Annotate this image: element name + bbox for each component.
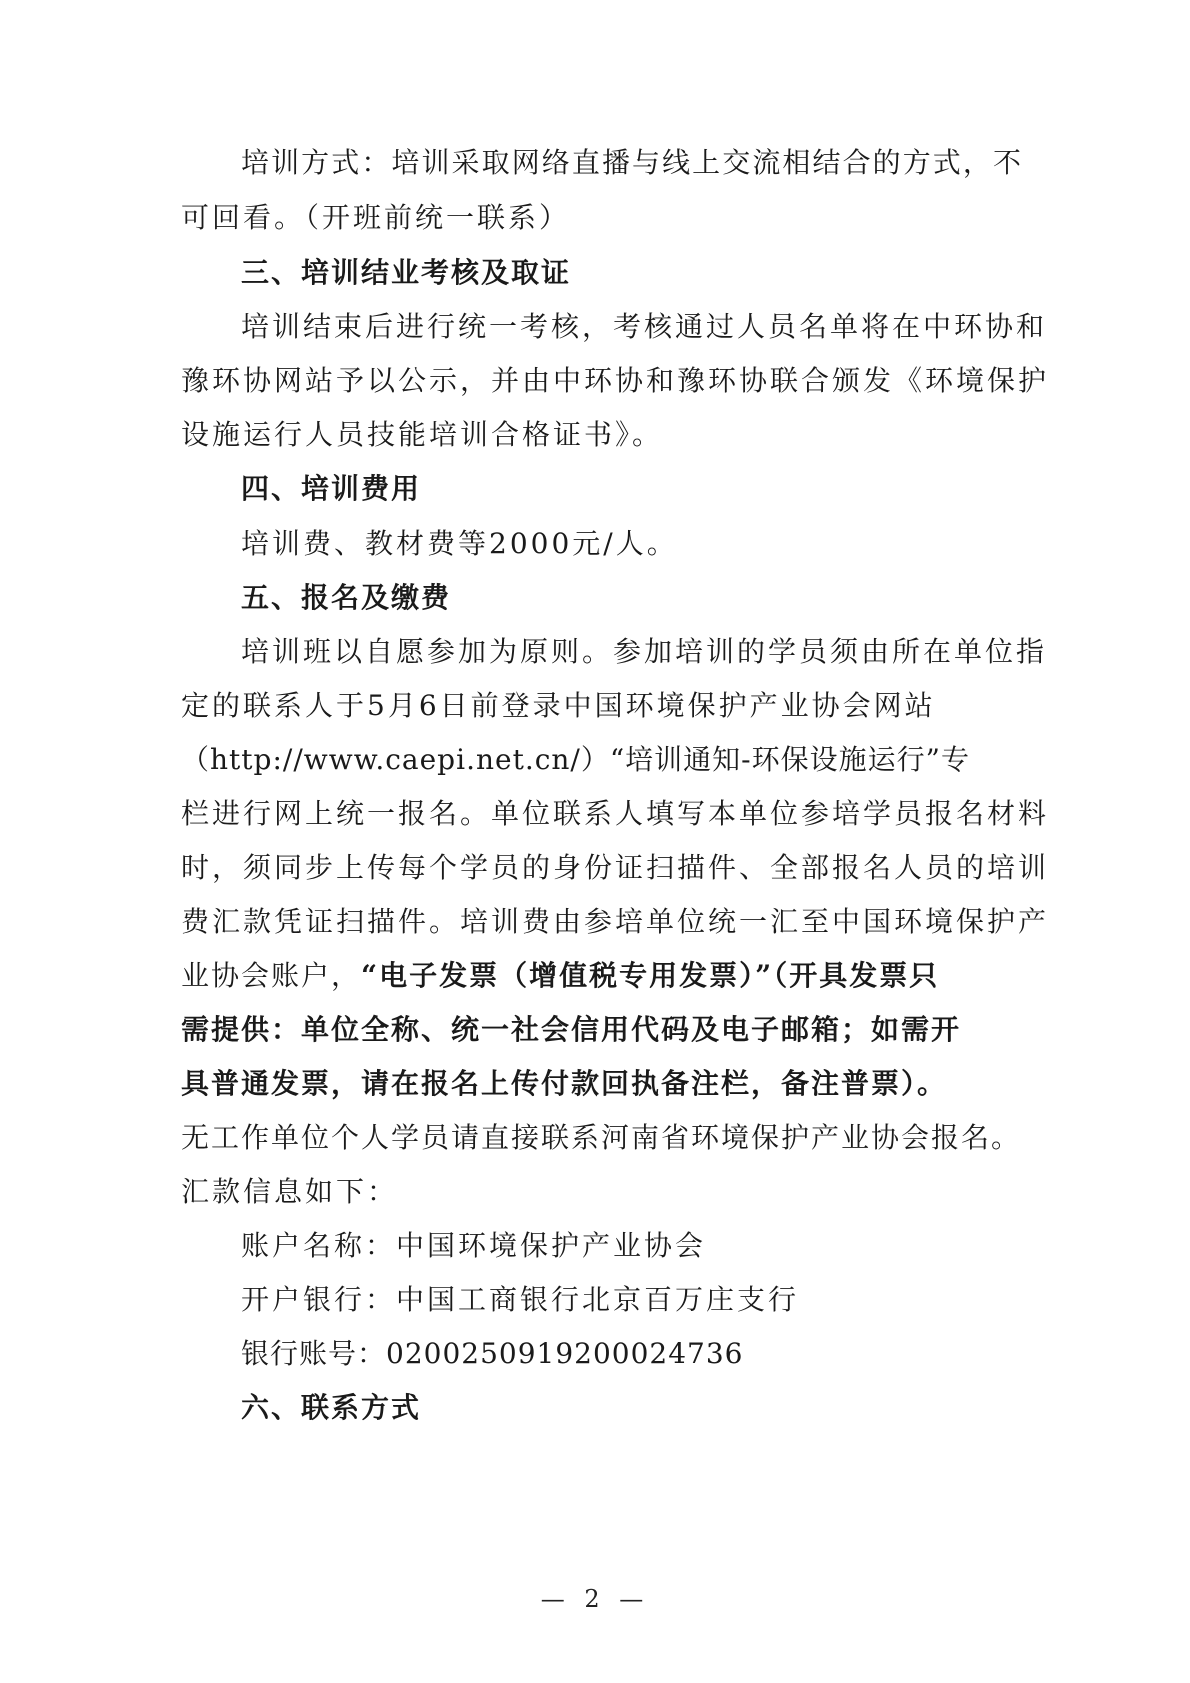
training-method-line-2: 可回看。（开班前统一联系） bbox=[181, 201, 571, 234]
page-number: — 2 — bbox=[540, 1585, 650, 1613]
section-5-line-2: 定的联系人于5月6日前登录中国环境保护产业协会网站 bbox=[181, 689, 936, 722]
remittance-intro: 汇款信息如下： bbox=[181, 1175, 399, 1208]
individual-signup-line: 无工作单位个人学员请直接联系河南省环境保护产业协会报名。 bbox=[181, 1121, 1022, 1154]
section-5-line-1: 培训班以自愿参加为原则。参加培训的学员须由所在单位指 bbox=[241, 635, 1048, 668]
section-3-line-2: 豫环协网站予以公示，并由中环协和豫环协联合颁发《环境保护 bbox=[181, 364, 1050, 397]
bank-account: 银行账号：0200250919200024736 bbox=[241, 1337, 744, 1370]
invoice-note-bold-line-2: 需提供：单位全称、统一社会信用代码及电子邮箱；如需开 bbox=[181, 1013, 962, 1046]
section-5-heading: 五、报名及缴费 bbox=[241, 581, 452, 614]
section-5-line-5: 时，须同步上传每个学员的身份证扫描件、全部报名人员的培训 bbox=[181, 851, 1050, 884]
section-5-line-6: 费汇款凭证扫描件。培训费由参培单位统一汇至中国环境保护产 bbox=[181, 905, 1050, 938]
section-5-line-3: （http://www.caepi.net.cn/）“培训通知-环保设施运行”专 bbox=[181, 743, 970, 776]
section-5-line-7 bbox=[181, 956, 1021, 996]
section-3-line-1: 培训结束后进行统一考核，考核通过人员名单将在中环协和 bbox=[241, 310, 1048, 343]
bank-name: 开户银行：中国工商银行北京百万庄支行 bbox=[241, 1283, 800, 1316]
account-text: 业协会账户， bbox=[181, 959, 362, 992]
invoice-note-bold-line-3: 具普通发票，请在报名上传付款回执备注栏，备注普票）。 bbox=[181, 1067, 948, 1100]
account-name: 账户名称：中国环境保护产业协会 bbox=[241, 1229, 707, 1262]
section-4-heading: 四、培训费用 bbox=[241, 472, 422, 505]
training-method-line-1: 培 训 方 式 ： 培 训 采 取 网 络 直 播 与 线 上 交 流 相 结 合 的 方 式 ， 不 bbox=[241, 146, 1021, 179]
section-6-heading: 六、联系方式 bbox=[241, 1391, 422, 1424]
section-3-heading: 三、培训结业考核及取证 bbox=[241, 256, 572, 289]
section-3-line-3: 设施运行人员技能培训合格证书》。 bbox=[181, 418, 664, 451]
invoice-note-bold: “电子发票（增值税专用发票）”（开具发票只 bbox=[361, 959, 940, 992]
section-4-body: 培训费、教材费等2000元/人。 bbox=[241, 527, 678, 560]
section-5-line-4: 栏进行网上统一报名。单位联系人填写本单位参培学员报名材料 bbox=[181, 797, 1050, 830]
